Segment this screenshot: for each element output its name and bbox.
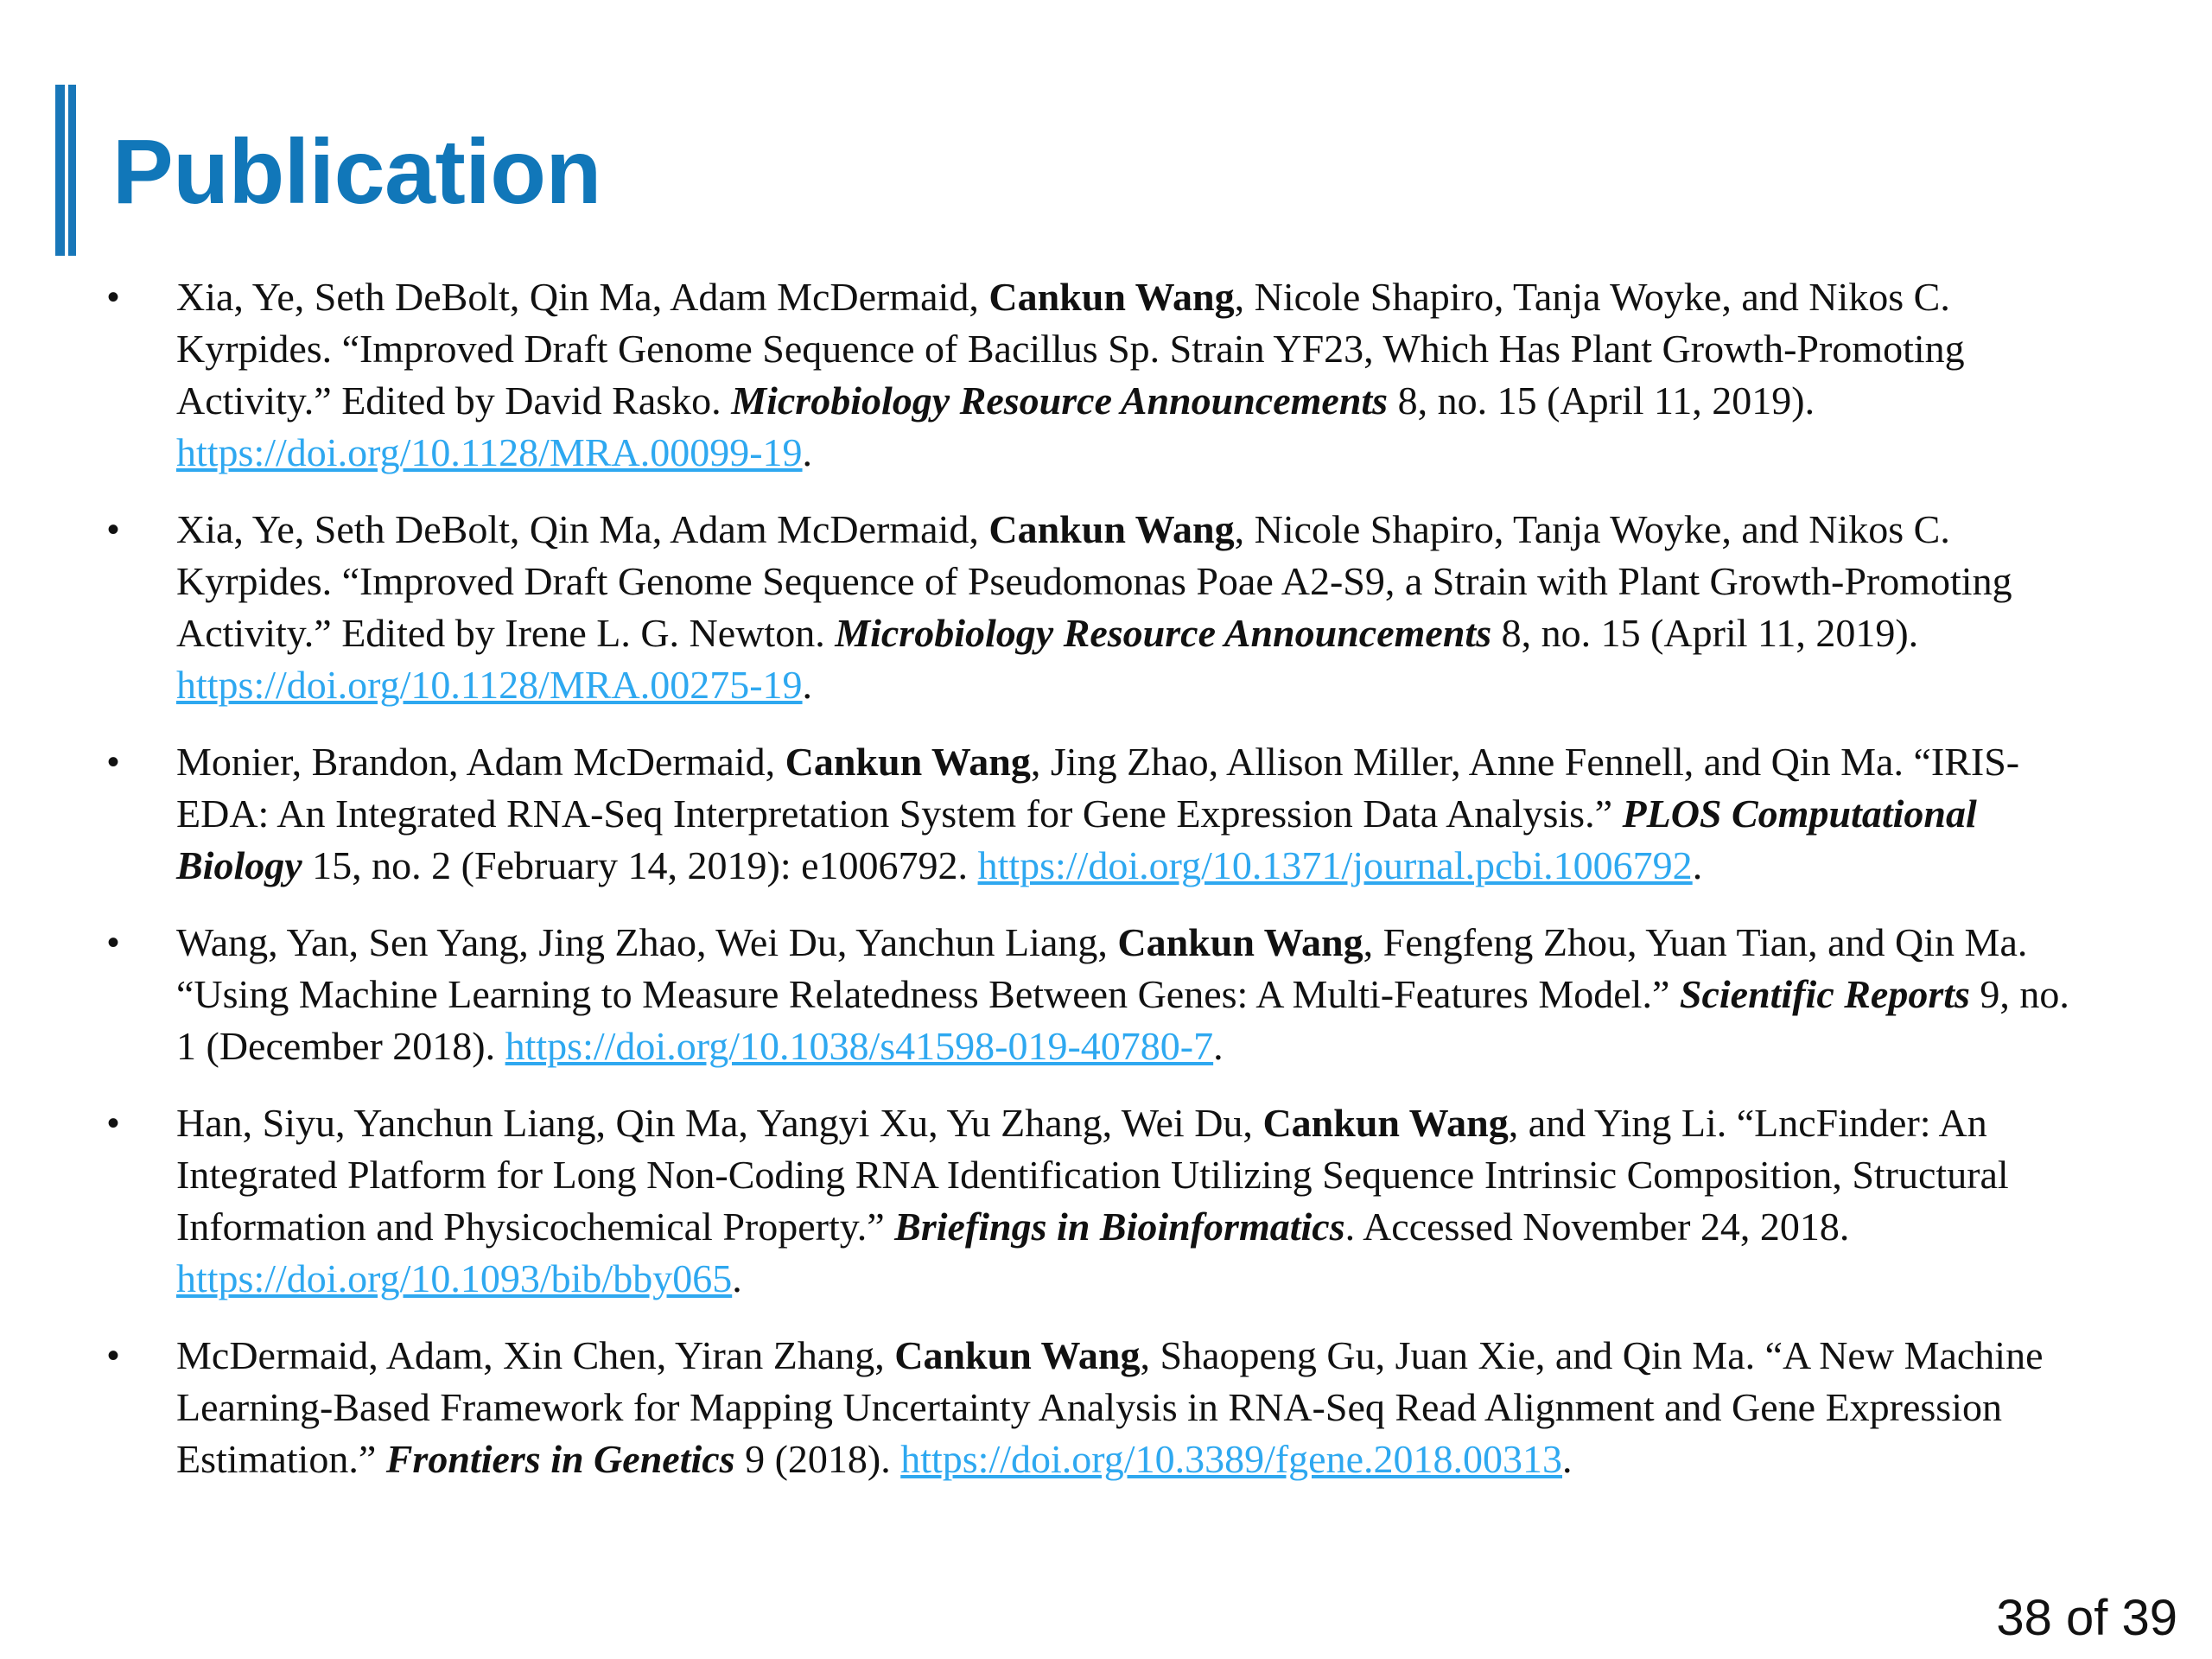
journal-name: Scientific Reports — [1679, 972, 1970, 1016]
journal-name: Frontiers in Genetics — [385, 1437, 735, 1481]
authors-before: Xia, Ye, Seth DeBolt, Qin Ma, Adam McDermaid, — [176, 507, 989, 551]
doi-link[interactable]: https://doi.org/10.1038/s41598-019-40780-7 — [505, 1024, 1214, 1068]
doi-link[interactable]: https://doi.org/10.3389/fgene.2018.00313 — [900, 1437, 1563, 1481]
bullet-icon: • — [107, 1337, 120, 1375]
highlighted-author: Cankun Wang — [894, 1333, 1141, 1377]
page-indicator: 38 of 39 — [1996, 1590, 2177, 1646]
citation-details: 9 (2018). — [734, 1437, 901, 1481]
bullet-icon: • — [107, 511, 120, 549]
authors-after: , Nicole Shapiro, Tanja Woyke, and Nikos C. Kyrpides. “Improved Draft Genome Sequence of Pseudomonas Poae A2-S9, a Strain with Plant Growth-Promoting Activity.” Edited by Irene L. G. Newton. — [176, 507, 2012, 655]
citation-end: . — [802, 663, 813, 707]
citation-details: 8, no. 15 (April 11, 2019). — [1388, 378, 1815, 423]
bullet-icon: • — [107, 278, 120, 316]
authors-after: , Jing Zhao, Allison Miller, Anne Fennell, and Qin Ma. “IRIS-EDA: An Integrated RNA-Seq Interpretation System for Gene Expression Data Analysis.” — [176, 740, 2020, 836]
doi-link[interactable]: https://doi.org/10.1093/bib/bby065 — [176, 1256, 733, 1300]
citation-end: . — [802, 430, 813, 474]
citation-details: 9, no. 1 (December 2018). — [176, 972, 2069, 1068]
publication-list — [107, 271, 2077, 1510]
highlighted-author: Cankun Wang — [988, 507, 1235, 551]
authors-before: Xia, Ye, Seth DeBolt, Qin Ma, Adam McDermaid, — [176, 275, 989, 319]
authors-before: Han, Siyu, Yanchun Liang, Qin Ma, Yangyi Xu, Yu Zhang, Wei Du, — [176, 1101, 1263, 1145]
publication-entry — [107, 1330, 2077, 1485]
journal-name: Briefings in Bioinformatics — [894, 1205, 1345, 1249]
title-accent-bars — [55, 85, 78, 256]
highlighted-author: Cankun Wang — [785, 740, 1031, 784]
citation-end: . — [1692, 843, 1703, 887]
highlighted-author: Cankun Wang — [1117, 920, 1363, 964]
citation-details: 15, no. 2 (February 14, 2019): e1006792. — [302, 843, 978, 887]
authors-before: Wang, Yan, Sen Yang, Jing Zhao, Wei Du, Yanchun Liang, — [176, 920, 1118, 964]
publication-entry — [107, 917, 2077, 1072]
highlighted-author: Cankun Wang — [1262, 1101, 1509, 1145]
doi-link[interactable]: https://doi.org/10.1128/MRA.00275-19 — [176, 663, 803, 707]
authors-after: , Shaopeng Gu, Juan Xie, and Qin Ma. “A New Machine Learning-Based Framework for Mapping Uncertainty Analysis in RNA-Seq Read Alignment and Gene Expression Estimation.” — [176, 1333, 2044, 1481]
journal-name: PLOS Computational Biology — [176, 791, 1977, 887]
citation-end: . — [1562, 1437, 1573, 1481]
citation-end: . — [1213, 1024, 1224, 1068]
authors-before: Monier, Brandon, Adam McDermaid, — [176, 740, 785, 784]
bullet-icon: • — [107, 1104, 120, 1142]
publication-entry — [107, 736, 2077, 892]
publication-entry — [107, 504, 2077, 711]
authors-after: , Nicole Shapiro, Tanja Woyke, and Nikos C. Kyrpides. “Improved Draft Genome Sequence of Bacillus Sp. Strain YF23, Which Has Plant Growth-Promoting Activity.” Edited by David Rasko. — [176, 275, 1965, 423]
publication-entry — [107, 271, 2077, 479]
journal-name: Microbiology Resource Announcements — [835, 611, 1492, 655]
highlighted-author: Cankun Wang — [988, 275, 1235, 319]
citation-details: 8, no. 15 (April 11, 2019). — [1491, 611, 1919, 655]
citation-details: . Accessed November 24, 2018. — [1344, 1205, 1850, 1249]
bullet-icon: • — [107, 924, 120, 962]
doi-link[interactable]: https://doi.org/10.1128/MRA.00099-19 — [176, 430, 803, 474]
doi-link[interactable]: https://doi.org/10.1371/journal.pcbi.1006792 — [977, 843, 1693, 887]
citation-end: . — [732, 1256, 742, 1300]
bullet-icon: • — [107, 743, 120, 781]
publication-entry — [107, 1097, 2077, 1305]
page-title: Publication — [112, 121, 601, 223]
accent-bar — [68, 85, 76, 256]
journal-name: Microbiology Resource Announcements — [731, 378, 1389, 423]
authors-after: , Fengfeng Zhou, Yuan Tian, and Qin Ma. “Using Machine Learning to Measure Relatedness Between Genes: A Multi-Features Model.” — [176, 920, 2028, 1016]
accent-bar — [55, 85, 65, 256]
authors-before: McDermaid, Adam, Xin Chen, Yiran Zhang, — [176, 1333, 895, 1377]
authors-after: , and Ying Li. “LncFinder: An Integrated Platform for Long Non-Coding RNA Identification Utilizing Sequence Intrinsic Composition, Structural Information and Physicochemical Property.” — [176, 1101, 2009, 1249]
